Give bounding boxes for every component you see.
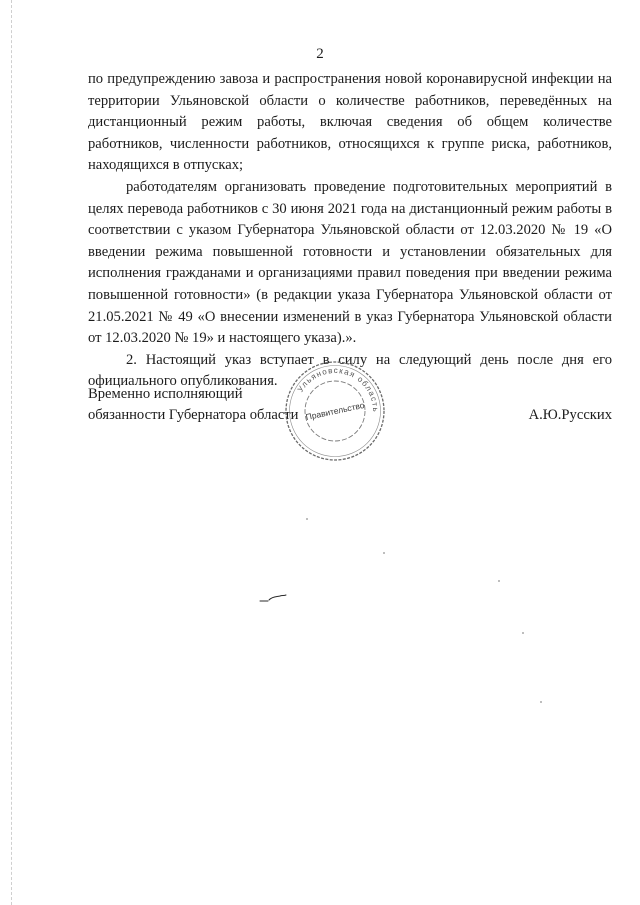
signer-position-line2: обязанности Губернатора области xyxy=(88,407,299,423)
document-body xyxy=(88,69,612,393)
scan-speck xyxy=(383,552,385,554)
seal-center-text: Правительство xyxy=(304,399,366,423)
paragraph-effective-date: 2. Настоящий указ вступает в силу на следующий день после дня его официального опубликования. xyxy=(88,351,612,390)
page-number: 2 xyxy=(316,46,324,62)
handwritten-mark xyxy=(256,590,296,606)
page-edge-line xyxy=(11,0,12,905)
scan-speck xyxy=(498,580,500,582)
signer-name: А.Ю.Русских xyxy=(528,407,612,423)
signer-position-line1: Временно исполняющий xyxy=(88,386,243,402)
seal-ring-text: Ульяновская область xyxy=(295,365,381,413)
scan-speck xyxy=(306,518,308,520)
scan-speck xyxy=(522,632,524,634)
scan-speck xyxy=(540,701,542,703)
paragraph-continuation: по предупреждению завоза и распространения новой коронавирусной инфекции на территории Ульяновской области о количестве работников, переведённых на дистанционный режим работы, включая сведения об общем количестве работников, численности работников, относящихся к группе риска, работников, находящихся в отпусках; xyxy=(88,71,612,174)
official-seal xyxy=(283,359,387,463)
paragraph-employers: работодателям организовать проведение подготовительных мероприятий в целях перевода работников с 30 июня 2021 года на дистанционный режим работы в соответствии с указом Губернатора Ульяновской области от 12.03.2020 № 19 «О введении режима повышенной готовности и установлении обязательных для исполнения гражданами и организациями правил поведения при введении режима повышенной готовности» (в редакции указа Губернатора Ульяновской области от 21.05.2021 № 49 «О внесении изменений в указ Губернатора Ульяновской области от 12.03.2020 № 19» и настоящего указа).». xyxy=(88,178,612,347)
